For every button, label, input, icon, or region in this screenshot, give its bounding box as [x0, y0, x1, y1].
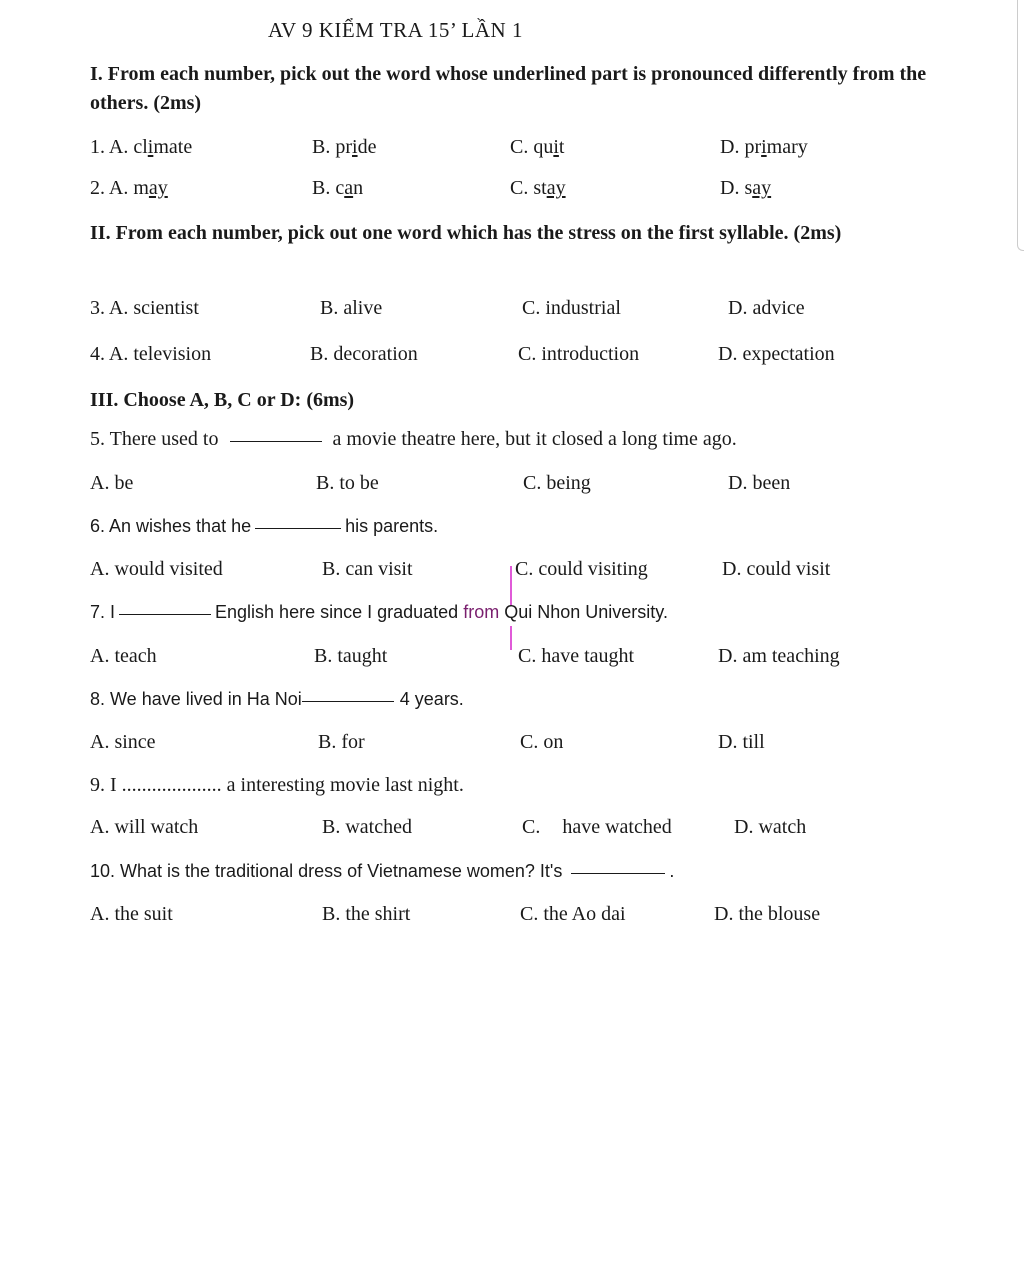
option-3c[interactable]: C. industrial [522, 297, 621, 319]
question-8-stem: 8. We have lived in Ha Noi 4 years. [90, 689, 464, 709]
option-1c[interactable]: C. quit [510, 136, 565, 158]
option-1d[interactable]: D. primary [720, 136, 808, 158]
option-6a[interactable]: A. would visited [90, 558, 223, 580]
option-4c[interactable]: C. introduction [518, 343, 640, 365]
option-4a[interactable]: 4. A. television [90, 343, 212, 365]
option-7b[interactable]: B. taught [314, 645, 388, 667]
option-5b[interactable]: B. to be [316, 472, 379, 494]
option-4d[interactable]: D. expectation [718, 343, 835, 365]
section-2-heading: II. From each number, pick out one word which has the stress on the first syllable. (2ms) [90, 222, 842, 244]
option-7d[interactable]: D. am teaching [718, 645, 840, 667]
option-1a[interactable]: 1. A. climate [90, 136, 193, 158]
option-9c[interactable]: C. have watched [522, 816, 672, 838]
option-2b[interactable]: B. can [312, 177, 364, 199]
answer-blank[interactable] [571, 872, 665, 874]
option-10c[interactable]: C. the Ao dai [520, 903, 626, 925]
option-3a[interactable]: 3. A. scientist [90, 297, 199, 319]
option-2c[interactable]: C. stay [510, 177, 566, 199]
question-6-stem: 6. An wishes that he his parents. [90, 516, 439, 536]
question-7-stem: 7. I English here since I graduated from Qui Nhon University. [90, 602, 668, 622]
option-3b[interactable]: B. alive [320, 297, 383, 319]
question-10-stem: 10. What is the traditional dress of Vietnamese women? It's . [90, 861, 675, 881]
option-6d[interactable]: D. could visit [722, 558, 831, 580]
option-10a[interactable]: A. the suit [90, 903, 173, 925]
option-5c[interactable]: C. being [523, 472, 591, 494]
question-9-stem: 9. I .................... a interesting movie last night. [90, 774, 464, 796]
option-6c[interactable]: C. could visiting [515, 558, 648, 580]
option-1b[interactable]: B. pride [312, 136, 377, 158]
highlighted-word: from [463, 602, 500, 622]
option-5d[interactable]: D. been [728, 472, 791, 494]
option-9d[interactable]: D. watch [734, 816, 807, 838]
answer-dots[interactable]: .................... [121, 774, 222, 796]
page-title: AV 9 KIỂM TRA 15’ LẦN 1 [268, 18, 523, 42]
option-7a[interactable]: A. teach [90, 645, 157, 667]
option-6b[interactable]: B. can visit [322, 558, 413, 580]
scrollbar-edge[interactable] [1017, 0, 1024, 251]
option-3d[interactable]: D. advice [728, 297, 805, 319]
option-2d[interactable]: D. say [720, 177, 772, 199]
answer-blank[interactable] [302, 700, 394, 702]
answer-blank[interactable] [230, 440, 322, 442]
question-5-stem: 5. There used to a movie theatre here, but it closed a long time ago. [90, 428, 737, 450]
answer-blank[interactable] [119, 613, 211, 615]
option-8d[interactable]: D. till [718, 731, 765, 753]
option-10b[interactable]: B. the shirt [322, 903, 411, 925]
option-8b[interactable]: B. for [318, 731, 365, 753]
option-2a[interactable]: 2. A. may [90, 177, 168, 199]
option-5a[interactable]: A. be [90, 472, 134, 494]
option-8c[interactable]: C. on [520, 731, 564, 753]
option-8a[interactable]: A. since [90, 731, 156, 753]
option-9a[interactable]: A. will watch [90, 816, 199, 838]
option-10d[interactable]: D. the blouse [714, 903, 821, 925]
text-cursor-marker [510, 626, 512, 650]
section-1-heading: I. From each number, pick out the word whose underlined part is pronounced differently from the others. (2ms) [90, 63, 927, 114]
option-9b[interactable]: B. watched [322, 816, 412, 838]
option-4b[interactable]: B. decoration [310, 343, 418, 365]
option-7c[interactable]: C. have taught [518, 645, 635, 667]
answer-blank[interactable] [255, 527, 341, 529]
section-3-heading: III. Choose A, B, C or D: (6ms) [90, 389, 355, 411]
text-cursor-marker [510, 566, 512, 606]
